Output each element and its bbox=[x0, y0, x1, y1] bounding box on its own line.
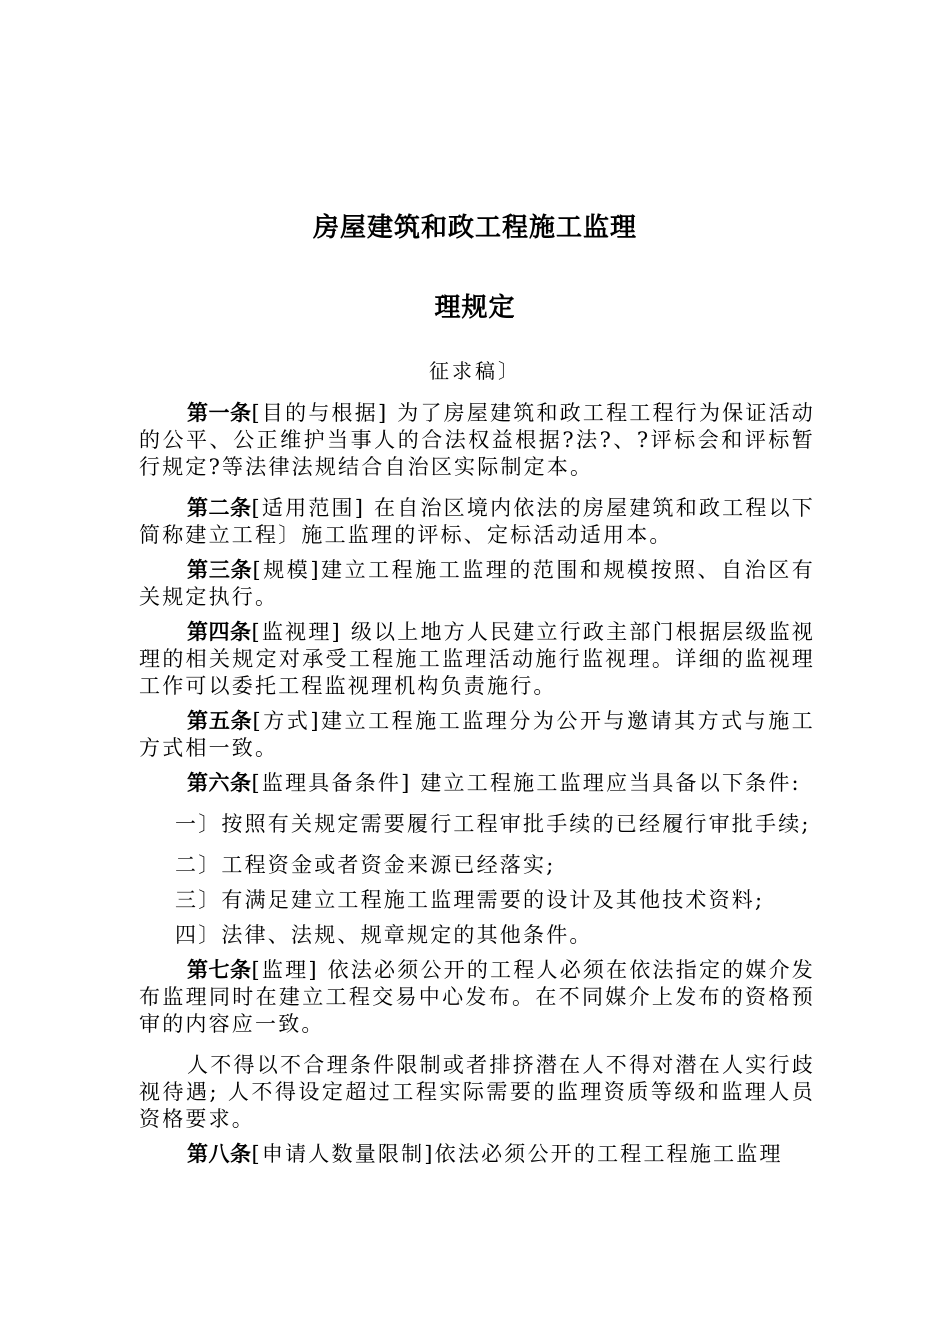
article-number: 第三条 bbox=[187, 558, 253, 582]
article-5 bbox=[139, 708, 815, 762]
paragraph-text: 人不得以不合理条件限制或者排挤潜在人不得对潜在人实行歧视待遇; 人不得设定超过工程实际需要的监理资质等级和监理人员资格要求。 bbox=[139, 1053, 815, 1131]
article-text: [监理具备条件] 建立工程施工监理应当具备以下条件: bbox=[251, 771, 801, 795]
article-number: 第六条 bbox=[187, 771, 252, 795]
document-body bbox=[139, 400, 815, 1176]
condition-item-3 bbox=[139, 887, 815, 914]
article-text: [目的与根据] 为了房屋建筑和政工程工程行为保证活动的公平、公正维护当事人的合法权益根据?法?、?评标会和评标暂行规定?等法律法规结合自治区实际制定本。 bbox=[139, 401, 815, 479]
document-subtitle: 征求稿〕 bbox=[429, 359, 521, 383]
article-3 bbox=[139, 557, 815, 611]
article-2 bbox=[139, 495, 815, 549]
article-1 bbox=[139, 400, 815, 481]
article-text: [监理] 依法必须公开的工程人必须在依法指定的媒介发布监理同时在建立工程交易中心发布。在不同媒介上发布的资格预审的内容应一致。 bbox=[139, 958, 815, 1036]
condition-item-1 bbox=[139, 811, 815, 838]
document-title-line-1: 房屋建筑和政工程施工监理 bbox=[312, 213, 637, 243]
condition-text: 一〕按照有关规定需要履行工程审批手续的已经履行审批手续; bbox=[175, 812, 811, 836]
article-number: 第五条 bbox=[187, 709, 253, 733]
article-text: [规模]建立工程施工监理的范围和规模按照、自治区有关规定执行。 bbox=[139, 558, 815, 609]
article-text: [申请人数量限制]依法必须公开的工程工程施工监理 bbox=[251, 1142, 783, 1166]
article-text: [监视理] 级以上地方人民建立行政主部门根据层级监视理的相关规定对承受工程施工监理活动施行监视理。详细的监视理工作可以委托工程监视理机构负责施行。 bbox=[139, 620, 815, 698]
article-7-continuation bbox=[139, 1052, 815, 1133]
condition-item-4 bbox=[139, 922, 815, 949]
document-title-line-2: 理规定 bbox=[434, 293, 516, 323]
article-6 bbox=[139, 770, 815, 797]
condition-text: 四〕法律、法规、规章规定的其他条件。 bbox=[175, 923, 593, 947]
article-number: 第七条 bbox=[187, 958, 252, 982]
article-text: [适用范围] 在自治区境内依法的房屋建筑和政工程以下简称建立工程〕施工监理的评标、定标活动适用本。 bbox=[139, 496, 815, 547]
article-7 bbox=[139, 957, 815, 1038]
article-4 bbox=[139, 619, 815, 700]
article-number: 第二条 bbox=[187, 496, 252, 520]
condition-text: 二〕工程资金或者资金来源已经落实; bbox=[175, 853, 556, 877]
article-text: [方式]建立工程施工监理分为公开与邀请其方式与施工方式相一致。 bbox=[139, 709, 815, 760]
article-number: 第八条 bbox=[187, 1142, 252, 1166]
condition-item-2 bbox=[139, 852, 815, 879]
article-number: 第四条 bbox=[187, 620, 252, 644]
article-number: 第一条 bbox=[187, 401, 252, 425]
article-8 bbox=[139, 1141, 815, 1168]
condition-text: 三〕有满足建立工程施工监理需要的设计及其他技术资料; bbox=[175, 888, 765, 912]
